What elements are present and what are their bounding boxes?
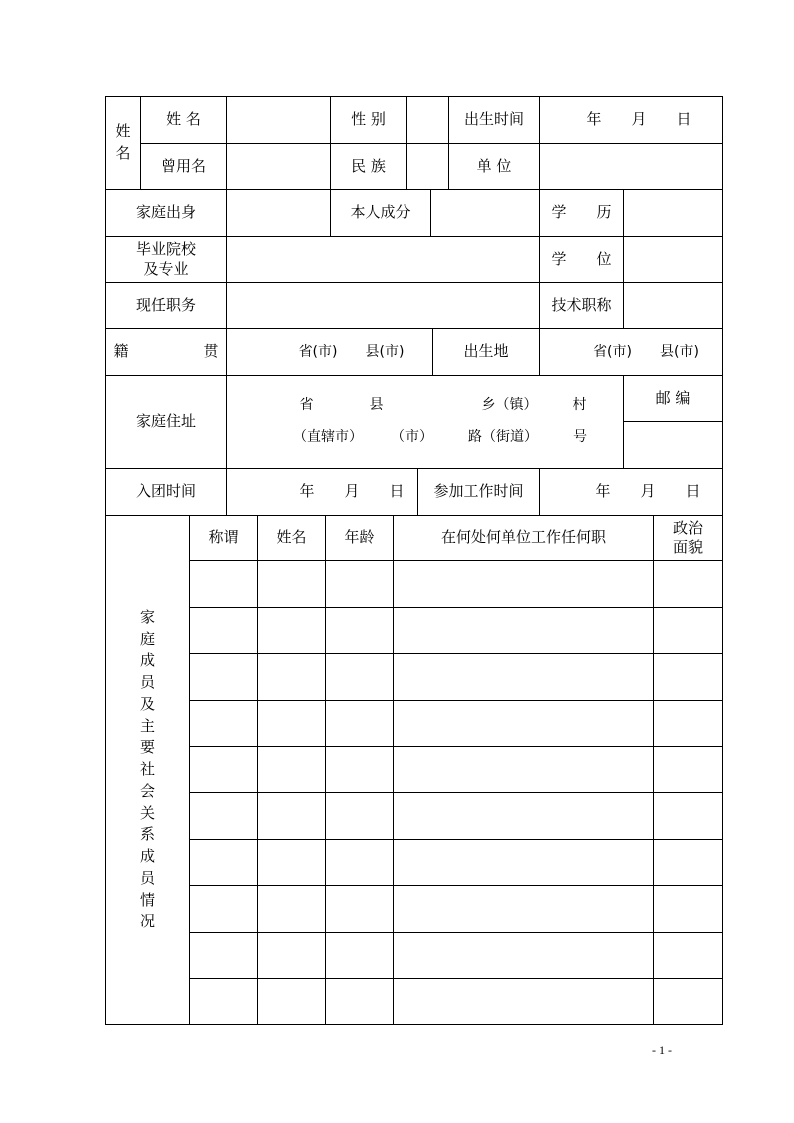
tech-title-label: 技术职称 (551, 295, 612, 314)
header-name: 姓名 (276, 528, 307, 547)
league-join-label: 入团时间 (135, 482, 196, 501)
row-divider (189, 700, 723, 701)
col-divider (226, 375, 227, 468)
name-field[interactable] (227, 97, 330, 143)
personal-status-label: 本人成分 (350, 203, 411, 222)
gender-label: 性 别 (351, 110, 386, 129)
unit-label: 单 位 (476, 156, 512, 175)
col-divider (325, 515, 326, 1025)
former-name-field[interactable] (227, 144, 330, 189)
degree-field[interactable] (624, 237, 722, 282)
header-political-status: 政治 面貌 (672, 518, 703, 556)
row-divider (189, 792, 723, 793)
row-divider (189, 607, 723, 608)
col-divider (393, 515, 394, 1025)
birthplace-label: 出生地 (463, 342, 509, 361)
work-start-field[interactable]: 年 月 日 (595, 482, 701, 501)
address-line-2[interactable]: （直辖市） （市） 路（街道） 号 (293, 428, 587, 445)
league-join-field[interactable]: 年 月 日 (299, 482, 405, 501)
ethnicity-field[interactable] (407, 144, 448, 189)
family-origin-field[interactable] (227, 190, 330, 236)
row-divider (189, 839, 723, 840)
col-divider (189, 515, 190, 1025)
name-label: 姓 名 (166, 110, 201, 129)
family-section-label: 家庭成员及主要社会关系成员情况 (139, 607, 155, 931)
row-divider (189, 746, 723, 747)
work-start-label: 参加工作时间 (433, 482, 524, 501)
birth-time-label: 出生时间 (463, 110, 524, 129)
birthplace-field[interactable]: 省(市) 县(市) (593, 343, 699, 360)
row-divider (189, 932, 723, 933)
col-divider (653, 515, 654, 1025)
family-origin-label: 家庭出身 (135, 203, 196, 222)
former-name-label: 曾用名 (160, 156, 206, 175)
row-divider (189, 560, 723, 561)
native-place-field[interactable]: 省(市) 县(市) (298, 343, 405, 360)
current-position-field[interactable] (227, 283, 539, 328)
graduate-school-label: 毕业院校 及专业 (135, 240, 196, 278)
row-divider (189, 885, 723, 886)
row-divider (189, 978, 723, 979)
native-place-label: 籍 贯 (113, 342, 219, 361)
ethnicity-label: 民 族 (351, 156, 386, 175)
current-position-label: 现任职务 (135, 295, 196, 314)
col-divider (257, 515, 258, 1025)
row-divider (189, 653, 723, 654)
graduate-school-field[interactable] (227, 237, 539, 282)
address-line-1[interactable]: 省 县 乡（镇） 村 (299, 396, 587, 413)
gender-field[interactable] (407, 97, 448, 143)
page-number: - 1 - (652, 1043, 672, 1057)
postcode-field[interactable] (624, 422, 722, 468)
tech-title-field[interactable] (624, 283, 722, 328)
degree-label: 学 位 (551, 249, 612, 268)
table-border-bottom (105, 1024, 723, 1025)
personal-status-field[interactable] (431, 190, 539, 236)
unit-field[interactable] (540, 144, 722, 189)
education-field[interactable] (624, 190, 722, 236)
header-relation: 称谓 (208, 528, 239, 547)
name-section-label: 姓名 (115, 122, 131, 162)
header-age: 年龄 (344, 528, 375, 547)
home-address-label: 家庭住址 (135, 412, 196, 431)
postcode-label: 邮 编 (655, 388, 691, 407)
education-label: 学 历 (551, 203, 612, 222)
birth-date-field[interactable]: 年 月 日 (586, 110, 692, 129)
header-workplace: 在何处何单位工作任何职 (440, 528, 606, 547)
